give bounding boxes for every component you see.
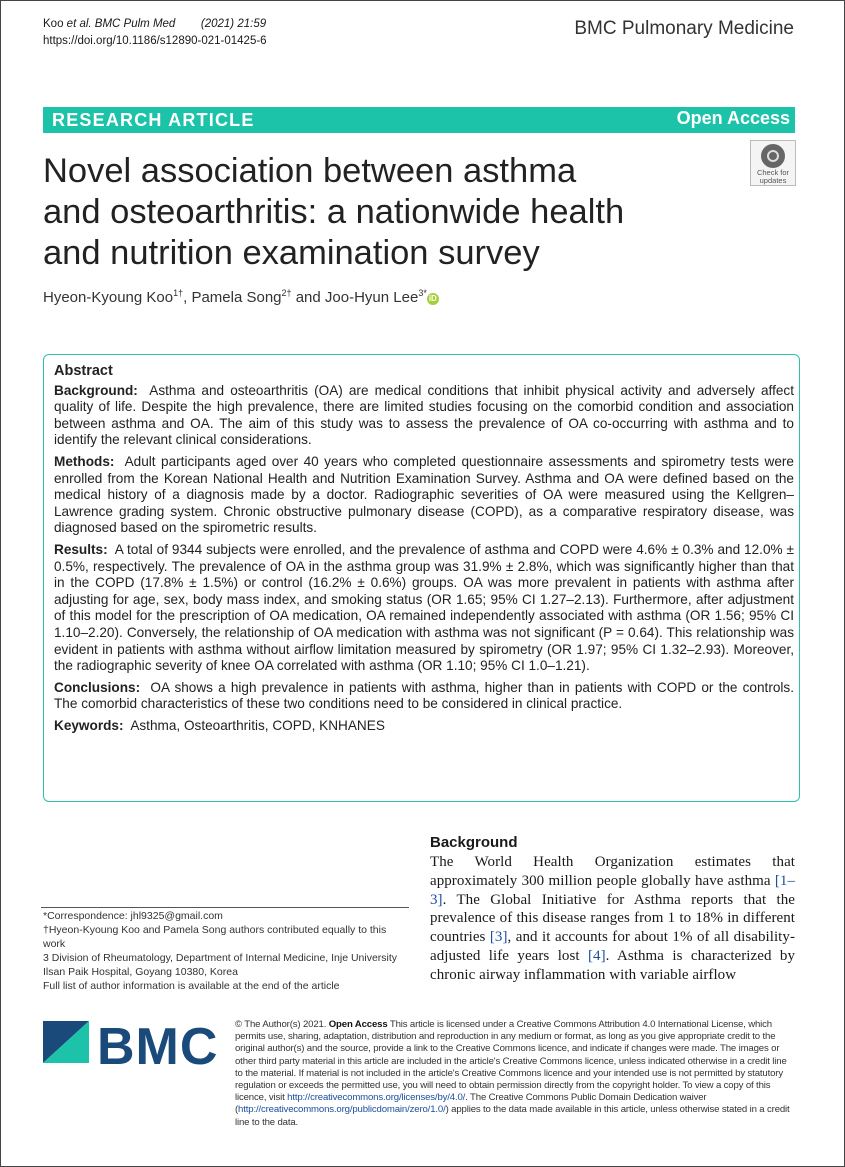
author-name[interactable]: Hyeon-Kyoung Koo xyxy=(43,289,174,306)
affiliation-note: 3 Division of Rheumatology, Department of Internal Medicine, Inje University Ilsan Paik Hospital, Goyang 10380, Korea xyxy=(43,952,398,978)
section-text: A total of 9344 subjects were enrolled, and the prevalence of asthma and COPD were 4.6% ± 0.3% and 12.0% ± 0.5%, respectively. The prevalence of OA in the asthma group was 31.9% ± 2.8%, which was significantly higher than that in the COPD (17.8% ± 1.5%) or control (16.2% ± 0.6%) groups. OA was more prevalent in patients with asthma after adjusting for age, sex, body mass index, and smoking status (OR 1.65; 95% CI 1.27–2.13). Furthermore, after adjustment of this model for the prescription of OA medication, OA remained independently associated with asthma (OR 1.56; 95% CI 1.10–2.20). Conversely, the relationship of OA medication with asthma was not significant (P = 0.64). This relationship was evident in patients with asthma without airflow limitation measured by spirometry (OR 1.97; 95% CI 1.32–2.93). Moreover, the radiographic severity of knee OA correlated with asthma (OR 1.10; 95% CI 1.0–1.21). xyxy=(54,541,794,674)
author-affiliation: 3* xyxy=(418,288,427,298)
citation-link[interactable]: [3] xyxy=(489,929,508,946)
section-text: Asthma and osteoarthritis (OA) are medical conditions that inhibit physical activity and adversely affect quality of life. Despite the high prevalence, there are limited studies focusing on the comorbid condition and association between asthma and OA. The aim of this study was to assess the prevalence of OA co-occurring with asthma and to identify the relevant clinical considerations. xyxy=(54,382,794,448)
section-label: Methods: xyxy=(54,453,115,469)
open-access-label: Open Access xyxy=(676,108,790,128)
author-info-note: Full list of author information is available at the end of the article xyxy=(43,980,340,992)
background-paragraph xyxy=(430,853,795,985)
check-updates-line1: Check for xyxy=(756,168,790,177)
background-heading: Background xyxy=(430,834,518,851)
article-title xyxy=(43,151,743,274)
journal-name: BMC Pulmonary Medicine xyxy=(574,18,794,39)
background-section xyxy=(430,834,795,985)
journal-author: Koo xyxy=(43,18,67,30)
title-line-1: Novel association between asthma xyxy=(43,152,577,190)
contribution-note: †Hyeon-Kyoung Koo and Pamela Song authors contributed equally to this work xyxy=(43,924,387,950)
author-affiliation: 2† xyxy=(281,288,292,298)
author-list xyxy=(43,288,439,306)
citation-link[interactable]: [4] xyxy=(588,947,606,964)
abstract-methods xyxy=(54,454,794,537)
article-banner xyxy=(43,107,795,133)
section-text: Adult participants aged over 40 years who completed questionnaire assessments and spirometry tests were enrolled from the Korean National Health and Nutrition Examination Survey. Asthma and OA were defined based on the medical history of a diagnosis made by a doctor. Radiographic severities of OA were measured using the Kellgren–Lawrence grading system. Chronic obstructive pulmonary disease (COPD), as a comparative respiratory disease, was diagnosed based on the spirometric results. xyxy=(54,453,794,536)
check-updates-text xyxy=(751,169,795,185)
check-for-updates-button[interactable] xyxy=(750,140,796,186)
citation-line xyxy=(43,16,267,33)
license-part: © The Author(s) 2021. xyxy=(235,1019,329,1030)
bmc-logo xyxy=(43,1018,219,1076)
orcid-icon[interactable]: iD xyxy=(428,294,437,303)
abstract-results xyxy=(54,542,794,675)
section-label: Keywords: xyxy=(54,717,124,733)
title-line-3: and nutrition examination survey xyxy=(43,234,540,272)
body-text: . Asthma is characterized by chronic airway inflammation with variable airflow xyxy=(430,947,796,983)
citation-link[interactable]: [1–3] xyxy=(430,872,795,908)
abstract-heading: Abstract xyxy=(54,363,113,379)
footnotes xyxy=(43,909,403,993)
author-separator: , xyxy=(183,289,192,306)
keywords-text: Asthma, Osteoarthritis, COPD, KNHANES xyxy=(130,717,385,733)
license-text xyxy=(235,1019,795,1129)
update-icon xyxy=(761,144,785,168)
title-line-2: and osteoarthritis: a nationwide health xyxy=(43,193,625,231)
author-separator: and xyxy=(291,289,325,306)
license-link[interactable]: http://creativecommons.org/licenses/by/4.0/ xyxy=(287,1092,466,1104)
bmc-logo-mark-icon xyxy=(43,1021,95,1067)
check-updates-line2: updates xyxy=(759,176,787,185)
article-type: RESEARCH ARTICLE xyxy=(52,110,255,130)
body-text: The World Health Organization estimates that approximately 300 million people globally have asthma xyxy=(430,854,795,889)
footnote-divider xyxy=(41,907,409,908)
abstract-conclusions xyxy=(54,680,794,713)
abstract-box xyxy=(43,354,800,802)
author-name[interactable]: Pamela Song xyxy=(191,289,282,306)
abstract-background xyxy=(54,383,794,449)
section-label: Results: xyxy=(54,541,108,557)
correspondence-email[interactable]: *Correspondence: jhl9325@gmail.com xyxy=(43,910,223,922)
license-open-access: Open Access xyxy=(328,1019,388,1030)
citation-header xyxy=(43,16,267,50)
license-part: ) applies to the data made available in this article, unless otherwise stated in a credit line to the data. xyxy=(235,1104,790,1128)
body-text: , and it accounts for about 1% of all disability-adjusted life years lost xyxy=(430,929,795,964)
waiver-link[interactable]: http://creativecommons.org/publicdomain/zero/1.0/ xyxy=(238,1104,446,1116)
author-name[interactable]: Joo-Hyun Lee xyxy=(324,289,419,306)
abstract-keywords xyxy=(54,718,794,735)
doi-link[interactable]: https://doi.org/10.1186/s12890-021-01425-6 xyxy=(43,35,267,47)
journal-abbrev: et al. BMC Pulm Med xyxy=(66,18,176,30)
section-label: Conclusions: xyxy=(54,679,141,695)
year-volume: (2021) 21:59 xyxy=(200,18,267,30)
author-affiliation: 1† xyxy=(173,288,184,298)
license-part: This article is licensed under a Creative Commons Attribution 4.0 International License, which permits use, sharing, adaptation, distribution and reproduction in any medium or format, as long as you give appropriate credit to the original author(s) and the source, provide a link to the Creative Commons licence, and indicate if changes were made. The images or other third party material in this article are included in the article's Creative Commons licence, unless indicated otherwise in a credit line to the material. If material is not included in the article's Creative Commons licence and your intended use is not permitted by statutory regulation or exceeds the permitted use, you will need to obtain permission directly from the copyright holder. To view a copy of this licence, visit xyxy=(235,1019,787,1104)
bmc-logo-text: BMC xyxy=(97,1018,219,1076)
body-text: . The Global Initiative for Asthma reports that the prevalence of this disease ranges from 1 to 18% in different countries xyxy=(430,891,795,946)
section-label: Background: xyxy=(54,382,138,398)
license-part: . The Creative Commons Public Domain Dedication waiver ( xyxy=(235,1092,707,1116)
section-text: OA shows a high prevalence in patients with asthma, higher than in patients with COPD or the controls. The comorbid characteristics of these two conditions need to be considered in clinical practice. xyxy=(54,679,794,712)
